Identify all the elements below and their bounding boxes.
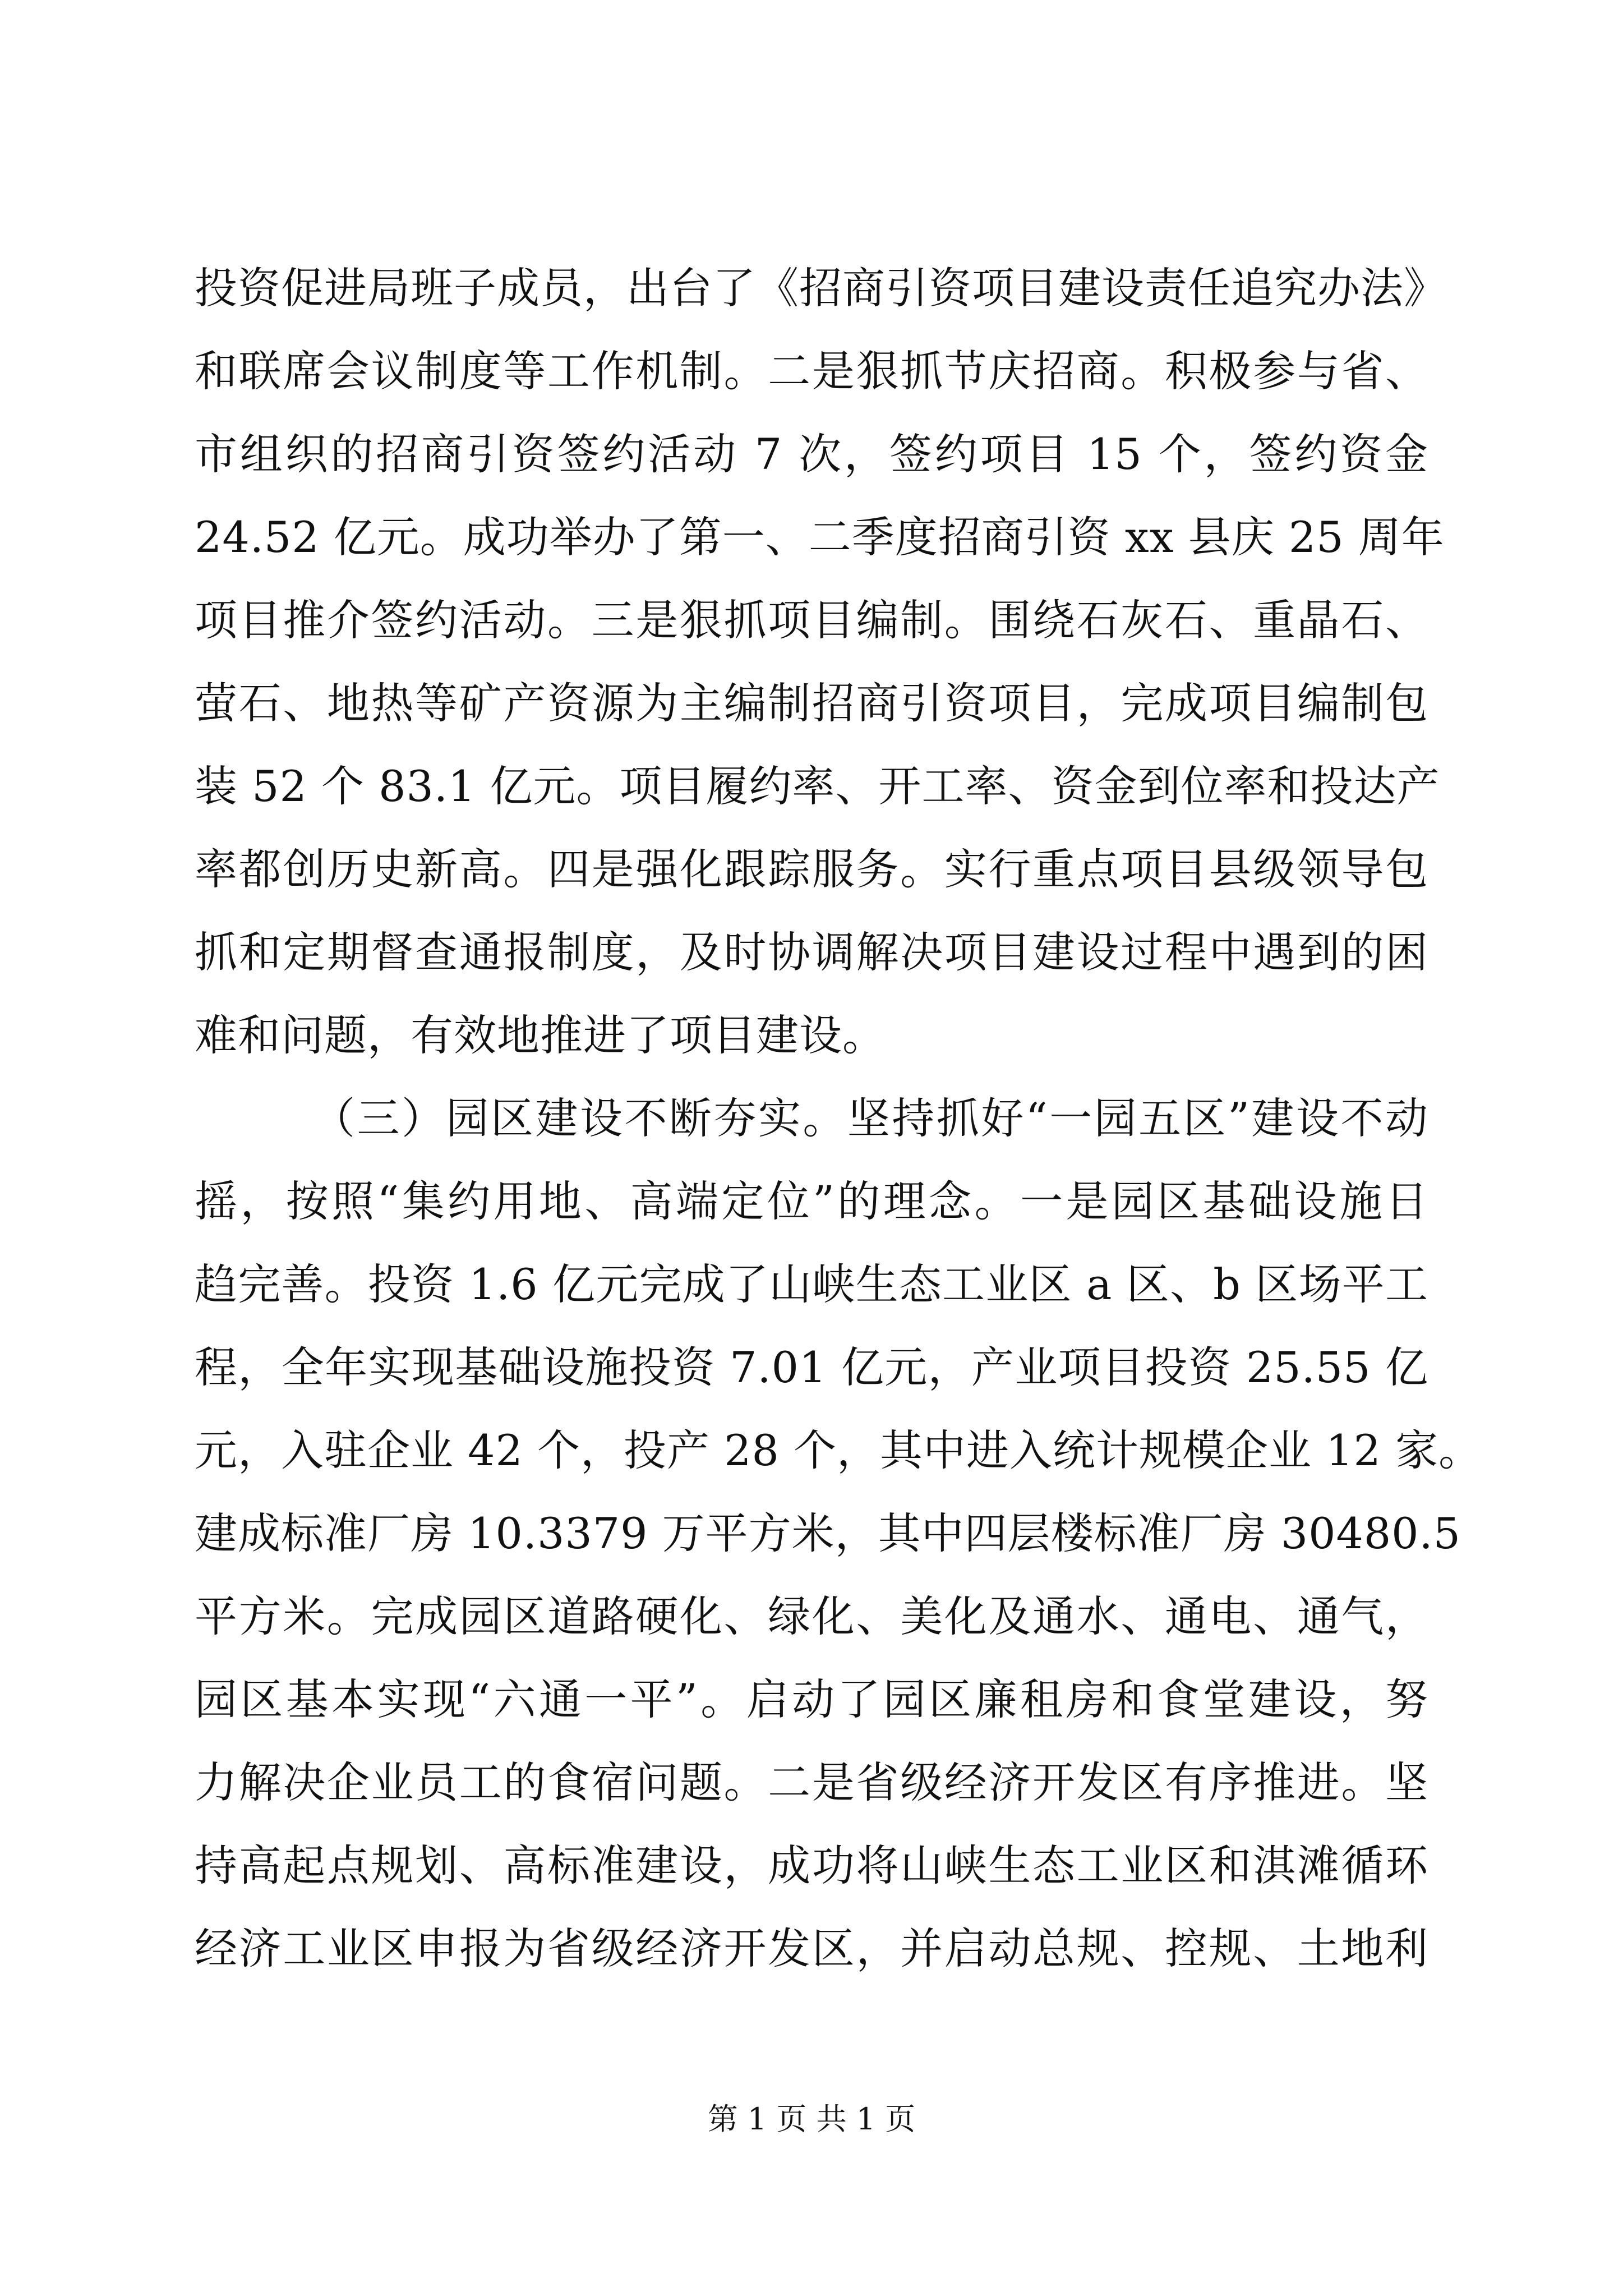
text-line: 程，全年实现基础设施投资 7.01 亿元，产业项目投资 25.55 亿 <box>195 1342 1428 1392</box>
text-line: 趋完善。投资 1.6 亿元完成了山峡生态工业区 a 区、b 区场平工 <box>195 1259 1428 1309</box>
text-line: 园区基本实现“六通一平”。启动了园区廉租房和食堂建设，努 <box>195 1674 1428 1724</box>
text-line: 难和问题，有效地推进了项目建设。 <box>195 1010 886 1060</box>
text-line: 24.52 亿元。成功举办了第一、二季度招商引资 xx 县庆 25 周年 <box>195 512 1445 562</box>
text-line: 摇，按照“集约用地、高端定位”的理念。一是园区基础设施日 <box>195 1176 1428 1226</box>
text-line: 持高起点规划、高标准建设，成功将山峡生态工业区和淇滩循环 <box>195 1841 1428 1890</box>
text-line: 投资促进局班子成员，出台了《招商引资项目建设责任追究办法》 <box>195 263 1447 313</box>
text-line: （三）园区建设不断夯实。坚持抓好“一园五区”建设不动 <box>312 1093 1428 1143</box>
text-line: 萤石、地热等矿产资源为主编制招商引资项目，完成项目编制包 <box>195 678 1428 728</box>
text-line: 抓和定期督查通报制度，及时协调解决项目建设过程中遇到的困 <box>195 927 1428 977</box>
text-line: 建成标准厂房 10.3379 万平方米，其中四层楼标准厂房 30480.5 <box>195 1508 1461 1558</box>
text-line: 率都创历史新高。四是强化跟踪服务。实行重点项目县级领导包 <box>195 844 1428 894</box>
text-line: 力解决企业员工的食宿问题。二是省级经济开发区有序推进。坚 <box>195 1757 1428 1807</box>
text-line: 市组织的招商引资签约活动 7 次，签约项目 15 个，签约资金 <box>195 429 1428 479</box>
text-line: 项目推介签约活动。三是狠抓项目编制。围绕石灰石、重晶石、 <box>195 595 1428 645</box>
text-line: 装 52 个 83.1 亿元。项目履约率、开工率、资金到位率和投达产 <box>195 761 1440 811</box>
text-line: 和联席会议制度等工作机制。二是狠抓节庆招商。积极参与省、 <box>195 346 1428 396</box>
text-line: 元，入驻企业 42 个，投产 28 个，其中进入统计规模企业 12 家。 <box>195 1425 1482 1475</box>
text-line: 经济工业区申报为省级经济开发区，并启动总规、控规、土地利 <box>195 1924 1428 1973</box>
text-line: 平方米。完成园区道路硬化、绿化、美化及通水、通电、通气， <box>195 1591 1428 1641</box>
page-footer: 第 1 页 共 1 页 <box>707 2101 916 2137</box>
body-text <box>195 247 1482 1990</box>
